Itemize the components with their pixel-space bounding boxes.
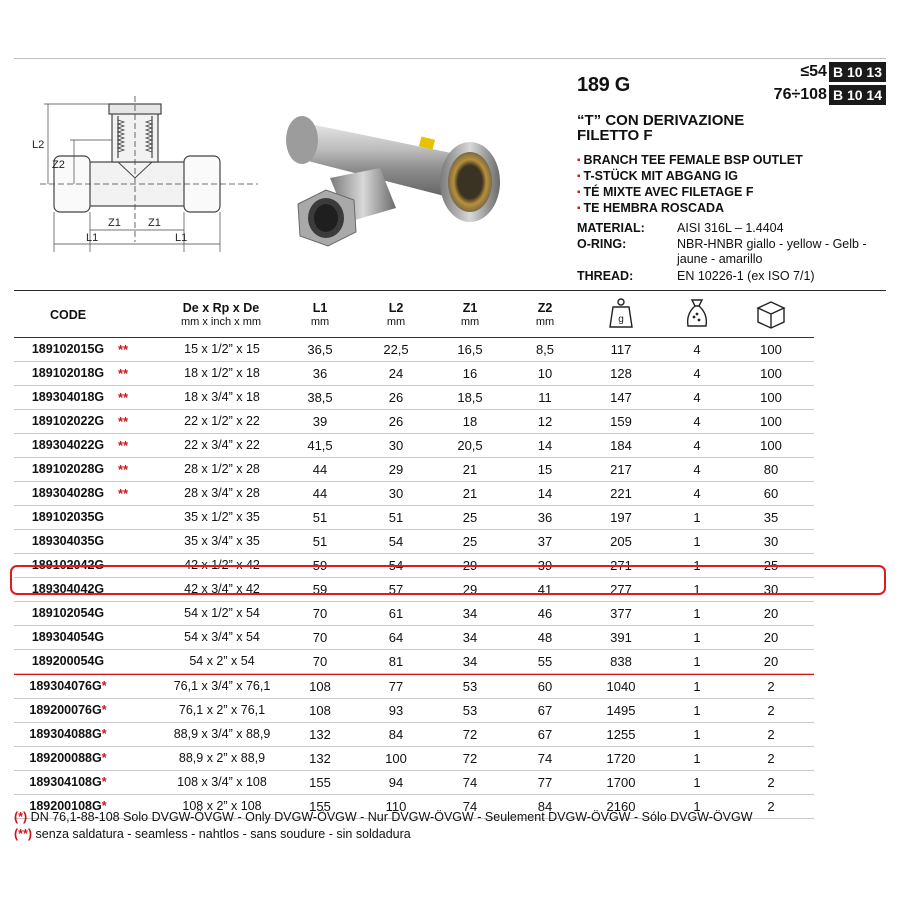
- cell-size: 28 x 3/4” x 28: [184, 486, 260, 500]
- cell-g: 1040: [606, 679, 636, 694]
- col-size-unit: mm x inch x mm: [180, 316, 262, 328]
- cell-star: *: [101, 679, 107, 693]
- cell-box: 80: [763, 462, 779, 477]
- cell-bag: 4: [693, 414, 701, 429]
- cell-z2: 39: [537, 558, 553, 573]
- cell-z2: 36: [537, 510, 553, 525]
- cell-l1: 155: [309, 775, 331, 790]
- cell-l2: 93: [388, 703, 404, 718]
- table-row: [14, 650, 814, 674]
- cell-code-text: 189102028G: [31, 462, 105, 476]
- cell-code-text: 189102035G: [31, 510, 105, 524]
- cell-size: 88,9 x 3/4” x 88,9: [173, 727, 271, 741]
- table-row: [14, 482, 814, 506]
- cell-l2: 30: [388, 486, 404, 501]
- cell-box: 20: [763, 606, 779, 621]
- badge-code: B 10 13: [829, 62, 886, 82]
- spec-value: NBR-HNBR giallo - yellow - Gelb - jaune - amarillo: [677, 237, 867, 266]
- cell-code-text: 189102042G: [31, 558, 105, 572]
- cell-code-text: 189304028G: [31, 486, 105, 500]
- cell-code: [18, 771, 118, 794]
- cell-box: 60: [763, 486, 779, 501]
- description-list: [577, 152, 803, 216]
- cell-z1: 18,5: [457, 390, 483, 405]
- cell-l1: 36,5: [307, 342, 333, 357]
- cell-code-text: 189102054G: [31, 606, 105, 620]
- cell-bag: 1: [693, 630, 701, 645]
- cell-g: 184: [610, 438, 632, 453]
- cell-size: 22 x 1/2” x 22: [184, 414, 260, 428]
- cell-size: 54 x 1/2” x 54: [184, 606, 260, 620]
- cell-l2: 77: [388, 679, 404, 694]
- cell-box: 25: [763, 558, 779, 573]
- footnote-mark: (*): [14, 810, 28, 824]
- dim-z1-left: Z1: [108, 217, 121, 229]
- cell-l1: 38,5: [307, 390, 333, 405]
- cell-code-text: 189102018G: [31, 366, 105, 380]
- cell-code-text: 189102022G: [31, 414, 105, 428]
- badge-size: ≤54: [800, 63, 827, 80]
- cell-code-text: 189304076G: [29, 679, 102, 693]
- cell-mark: [118, 699, 146, 722]
- cell-bag: 1: [693, 582, 701, 597]
- cell-l1: 41,5: [307, 438, 333, 453]
- table-row: [14, 771, 814, 795]
- cell-g: 128: [610, 366, 632, 381]
- cell-z2: 55: [537, 654, 553, 669]
- footnote-1: [14, 810, 753, 825]
- cell-z1: 25: [462, 534, 478, 549]
- cell-box: 20: [763, 654, 779, 669]
- cell-box: 2: [767, 799, 775, 814]
- cell-size: 42 x 3/4” x 42: [184, 582, 260, 596]
- cell-size: 76,1 x 2” x 76,1: [178, 703, 266, 717]
- cell-code: [18, 338, 118, 361]
- cell-mark: [118, 747, 146, 770]
- cell-z1: 18: [462, 414, 478, 429]
- cell-z2: 11: [538, 390, 552, 405]
- table-row: [14, 674, 814, 699]
- spec-value: EN 10226-1 (ex ISO 7/1): [677, 269, 815, 283]
- cell-star: *: [101, 775, 107, 789]
- col-code: CODE: [49, 308, 87, 322]
- dim-z1-right: Z1: [148, 217, 161, 229]
- cell-mark: **: [118, 414, 129, 429]
- cell-z1: 53: [462, 703, 478, 718]
- cell-bag: 1: [693, 727, 701, 742]
- cell-code: [18, 458, 118, 481]
- description-item: ▪ TÉ MIXTE AVEC FILETAGE F: [577, 184, 803, 200]
- cell-l1: 108: [309, 703, 331, 718]
- cell-bag: 4: [693, 390, 701, 405]
- table-row: [14, 699, 814, 723]
- cell-size: 18 x 1/2” x 18: [184, 366, 260, 380]
- cell-l1: 132: [309, 751, 331, 766]
- badge-group: [756, 62, 886, 108]
- cell-box: 2: [767, 775, 775, 790]
- cell-size: 15 x 1/2” x 15: [184, 342, 260, 356]
- cell-bag: 1: [693, 751, 701, 766]
- cell-l2: 61: [388, 606, 404, 621]
- weight-unit-label: g: [618, 314, 624, 325]
- col-z2: [515, 301, 575, 329]
- cell-l1: 39: [312, 414, 328, 429]
- cell-size: 54 x 2” x 54: [189, 654, 255, 668]
- cell-box: 100: [760, 342, 782, 357]
- description-item: ▪ BRANCH TEE FEMALE BSP OUTLET: [577, 152, 803, 168]
- cell-l2: 54: [388, 558, 404, 573]
- cell-code: [18, 482, 118, 505]
- cell-bag: 4: [693, 366, 701, 381]
- table-row: [14, 506, 814, 530]
- cell-box: 2: [767, 679, 775, 694]
- cell-l1: 36: [312, 366, 328, 381]
- cell-l1: 108: [309, 679, 331, 694]
- cell-code: [18, 699, 118, 722]
- col-z2-unit: mm: [535, 316, 555, 328]
- cell-z2: 14: [537, 486, 553, 501]
- cell-mark: [118, 506, 146, 529]
- cell-g: 1720: [606, 751, 636, 766]
- cell-code-text: 189102015G: [31, 342, 105, 356]
- cell-code-text: 189304108G: [29, 775, 102, 789]
- table-row: [14, 530, 814, 554]
- dim-z2: Z2: [52, 159, 65, 171]
- cell-z2: 15: [537, 462, 553, 477]
- table-row: [14, 747, 814, 771]
- table-row: [14, 410, 814, 434]
- col-l2: [366, 301, 426, 329]
- section-rule: [14, 290, 886, 291]
- cell-g: 217: [610, 462, 632, 477]
- product-title: “T” CON DERIVAZIONE FILETTO F: [577, 112, 745, 144]
- cell-bag: 1: [693, 703, 701, 718]
- cell-size: 35 x 3/4” x 35: [184, 534, 260, 548]
- table-row: [14, 602, 814, 626]
- cell-mark: [118, 602, 146, 625]
- cell-g: 838: [610, 654, 632, 669]
- cell-l1: 70: [312, 654, 328, 669]
- cell-code: [18, 675, 118, 698]
- cell-z1: 34: [462, 654, 478, 669]
- cell-code: [18, 626, 118, 649]
- technical-drawing: [30, 92, 268, 260]
- row-highlight: [10, 565, 886, 595]
- col-size-label: De x Rp x De: [182, 301, 260, 315]
- cell-l2: 30: [388, 438, 404, 453]
- cell-mark: **: [118, 342, 129, 357]
- cell-l2: 110: [385, 799, 407, 814]
- cell-g: 221: [610, 486, 632, 501]
- badge-code: B 10 14: [829, 85, 886, 105]
- footnote-2: [14, 827, 411, 842]
- col-l1-label: L1: [312, 301, 328, 315]
- cell-z2: 10: [537, 366, 553, 381]
- cell-z2: 12: [537, 414, 553, 429]
- table-row: [14, 338, 814, 362]
- col-z2-label: Z2: [537, 301, 553, 315]
- cell-size: 108 x 3/4” x 108: [177, 775, 267, 789]
- footnote-mark: (**): [14, 827, 33, 841]
- col-l1: [290, 301, 350, 329]
- dim-l1-right: L1: [175, 232, 188, 244]
- badge-row: [756, 85, 886, 105]
- cell-star: *: [101, 751, 107, 765]
- cell-z1: 34: [462, 630, 478, 645]
- cell-box: 100: [760, 438, 782, 453]
- cell-l1: 44: [312, 462, 328, 477]
- cell-g: 205: [610, 534, 632, 549]
- cell-size: 54 x 3/4” x 54: [184, 630, 260, 644]
- cell-size: 28 x 1/2” x 28: [184, 462, 260, 476]
- cell-l2: 26: [388, 414, 404, 429]
- cell-box: 100: [760, 414, 782, 429]
- cell-mark: [118, 771, 146, 794]
- cell-l2: 26: [388, 390, 404, 405]
- cell-l2: 81: [388, 654, 404, 669]
- cell-z1: 53: [462, 679, 478, 694]
- cell-box: 20: [763, 630, 779, 645]
- cell-size: 18 x 3/4” x 18: [184, 390, 260, 404]
- cell-box: 30: [763, 582, 779, 597]
- cell-code: [18, 506, 118, 529]
- col-l1-unit: mm: [310, 316, 330, 328]
- cell-z1: 21: [462, 486, 478, 501]
- cell-bag: 1: [693, 558, 701, 573]
- cell-bag: 4: [693, 486, 701, 501]
- cell-g: 1255: [606, 727, 636, 742]
- cell-mark: **: [118, 390, 129, 405]
- cell-mark: [118, 626, 146, 649]
- table-row: [14, 723, 814, 747]
- cell-size: 88,9 x 2” x 88,9: [178, 751, 266, 765]
- col-z1-label: Z1: [462, 301, 478, 315]
- cell-z1: 20,5: [457, 438, 483, 453]
- spec-key: MATERIAL:: [577, 221, 645, 235]
- cell-bag: 1: [693, 606, 701, 621]
- cell-code: [18, 747, 118, 770]
- bag-icon: [684, 298, 710, 330]
- cell-z2: 14: [537, 438, 553, 453]
- cell-z2: 74: [537, 751, 553, 766]
- cell-code: [18, 650, 118, 673]
- cell-box: 2: [767, 751, 775, 766]
- cell-code: [18, 362, 118, 385]
- table-row: [14, 434, 814, 458]
- cell-bag: 1: [693, 654, 701, 669]
- cell-box: 2: [767, 727, 775, 742]
- cell-l1: 44: [312, 486, 328, 501]
- cell-z1: 72: [462, 751, 478, 766]
- cell-box: 2: [767, 703, 775, 718]
- cell-box: 100: [760, 366, 782, 381]
- cell-box: 35: [763, 510, 779, 525]
- cell-z1: 25: [462, 510, 478, 525]
- cell-l1: 70: [312, 630, 328, 645]
- cell-z1: 29: [462, 582, 478, 597]
- col-l2-unit: mm: [386, 316, 406, 328]
- cell-z2: 41: [537, 582, 553, 597]
- cell-z1: 16,5: [457, 342, 483, 357]
- cell-code: [18, 386, 118, 409]
- cell-z1: 72: [462, 727, 478, 742]
- col-size: [156, 301, 286, 329]
- weight-g-icon: [608, 298, 634, 330]
- cell-z2: 48: [537, 630, 553, 645]
- cell-l2: 51: [388, 510, 404, 525]
- cell-code: [18, 410, 118, 433]
- spec-key: THREAD:: [577, 269, 634, 283]
- cell-bag: 4: [693, 342, 701, 357]
- cell-code-text: 189304022G: [31, 438, 105, 452]
- table-row: [14, 386, 814, 410]
- cell-l2: 57: [388, 582, 404, 597]
- cell-g: 2160: [606, 799, 636, 814]
- table-header: [14, 296, 814, 336]
- table-row: [14, 362, 814, 386]
- cell-l2: 94: [388, 775, 404, 790]
- cell-star: *: [101, 799, 107, 813]
- cell-z2: 8,5: [535, 342, 555, 357]
- cell-g: 159: [610, 414, 632, 429]
- cell-g: 197: [610, 510, 632, 525]
- cell-size: 22 x 3/4” x 22: [184, 438, 260, 452]
- cell-code-text: 189304054G: [31, 630, 105, 644]
- badge-size: 76÷108: [773, 86, 827, 103]
- cell-code-text: 189200108G: [29, 799, 102, 813]
- cell-code-text: 189304035G: [31, 534, 105, 548]
- product-photo: [270, 82, 510, 262]
- cell-l2: 64: [388, 630, 404, 645]
- footnote-text: DN 76,1-88-108 Solo DVGW-ÖVGW - Only DVGW-ÖVGW - Nur DVGW-ÖVGW - Seulement DVGW-ÖVGW - Sólo DVGW-ÖVGW: [27, 810, 753, 824]
- cell-l2: 29: [388, 462, 404, 477]
- badge-row: [756, 62, 886, 82]
- cell-code: [18, 434, 118, 457]
- cell-star: *: [101, 727, 107, 741]
- cell-code-text: 189304018G: [31, 390, 105, 404]
- cell-bag: 1: [693, 679, 701, 694]
- cell-size: 108 x 2” x 108: [182, 799, 262, 813]
- cell-bag: 4: [693, 462, 701, 477]
- cell-z1: 74: [462, 775, 478, 790]
- cell-code: [18, 723, 118, 746]
- cell-size: 35 x 1/2” x 35: [184, 510, 260, 524]
- cell-z2: 67: [537, 703, 553, 718]
- cell-mark: [118, 650, 146, 673]
- col-l2-label: L2: [388, 301, 404, 315]
- cell-code-text: 189304088G: [29, 727, 102, 741]
- cell-g: 271: [610, 558, 632, 573]
- cell-mark: [118, 530, 146, 553]
- cell-bag: 1: [693, 534, 701, 549]
- cell-z1: 21: [462, 462, 478, 477]
- cell-code-text: 189200088G: [29, 751, 102, 765]
- cell-g: 377: [610, 606, 632, 621]
- cell-code-text: 189200076G: [29, 703, 102, 717]
- top-rule: [14, 58, 886, 59]
- cell-z2: 46: [537, 606, 553, 621]
- cell-mark: **: [118, 462, 129, 477]
- cell-z2: 37: [537, 534, 553, 549]
- cell-l1: 132: [309, 727, 331, 742]
- cell-z1: 34: [462, 606, 478, 621]
- dim-l1-left: L1: [86, 232, 99, 244]
- cell-code: [18, 530, 118, 553]
- cell-mark: [118, 723, 146, 746]
- cell-l2: 100: [385, 751, 407, 766]
- cell-z1: 29: [462, 558, 478, 573]
- cell-code: [18, 602, 118, 625]
- cell-l1: 51: [312, 510, 328, 525]
- cell-l2: 54: [388, 534, 404, 549]
- product-code: 189 G: [577, 74, 630, 96]
- col-z1: [440, 301, 500, 329]
- cell-g: 277: [610, 582, 632, 597]
- cell-bag: 4: [693, 438, 701, 453]
- spec-key: O-RING:: [577, 237, 627, 251]
- cell-z2: 77: [537, 775, 553, 790]
- box-icon: [755, 298, 787, 330]
- cell-g: 147: [610, 390, 632, 405]
- cell-g: 1700: [606, 775, 636, 790]
- cell-code-text: 189304042G: [31, 582, 105, 596]
- cell-l2: 24: [388, 366, 404, 381]
- cell-size: 42 x 1/2” x 42: [184, 558, 260, 572]
- dim-l2: L2: [32, 139, 45, 151]
- table-row: [14, 458, 814, 482]
- cell-l2: 84: [388, 727, 404, 742]
- cell-g: 1495: [606, 703, 636, 718]
- cell-mark: **: [118, 438, 129, 453]
- cell-l1: 70: [312, 606, 328, 621]
- cell-star: *: [101, 703, 107, 717]
- cell-z1: 74: [462, 799, 478, 814]
- cell-mark: [118, 675, 146, 698]
- cell-z2: 67: [537, 727, 553, 742]
- footnote-text: senza saldatura - seamless - nahtlos - sans soudure - sin soldadura: [32, 827, 411, 841]
- cell-bag: 1: [693, 510, 701, 525]
- cell-box: 100: [760, 390, 782, 405]
- cell-l1: 59: [312, 558, 328, 573]
- description-item: ▪ T-STÜCK MIT ABGANG IG: [577, 168, 803, 184]
- cell-z1: 16: [462, 366, 478, 381]
- cell-bag: 1: [693, 799, 701, 814]
- cell-z2: 60: [537, 679, 553, 694]
- cell-l1: 59: [312, 582, 328, 597]
- cell-l1: 155: [309, 799, 331, 814]
- table-row: [14, 626, 814, 650]
- cell-size: 76,1 x 3/4” x 76,1: [173, 679, 271, 693]
- cell-box: 30: [763, 534, 779, 549]
- cell-mark: **: [118, 486, 129, 501]
- cell-l2: 22,5: [383, 342, 409, 357]
- cell-l1: 51: [312, 534, 328, 549]
- cell-bag: 1: [693, 775, 701, 790]
- spec-value: AISI 316L – 1.4404: [677, 221, 784, 235]
- cell-g: 117: [610, 342, 632, 357]
- cell-mark: **: [118, 366, 129, 381]
- cell-code-text: 189200054G: [31, 654, 105, 668]
- cell-g: 391: [610, 630, 632, 645]
- description-item: ▪ TE HEMBRA ROSCADA: [577, 200, 803, 216]
- col-z1-unit: mm: [460, 316, 480, 328]
- cell-z2: 84: [537, 799, 553, 814]
